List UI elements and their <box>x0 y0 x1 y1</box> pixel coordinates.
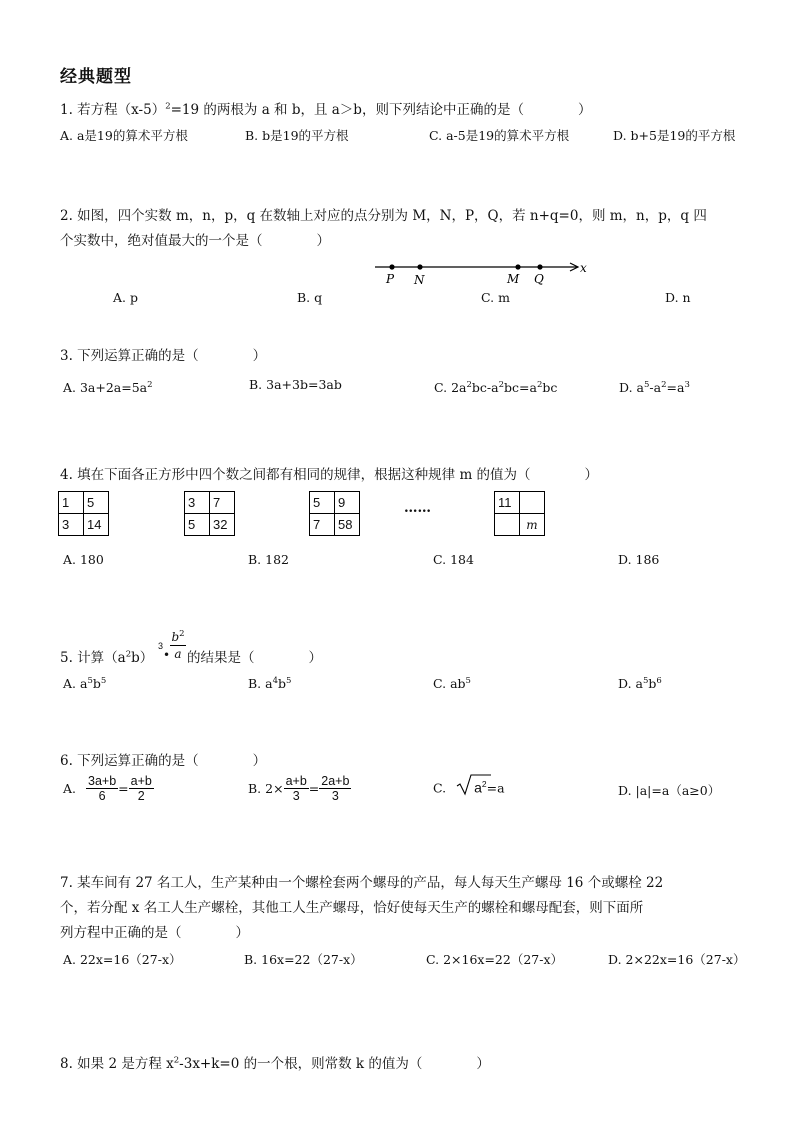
question-4-option-b: B. 182 <box>248 552 289 567</box>
question-2-stem-line-1: 2. 如图，四个实数 m，n，p，q 在数轴上对应的点分别为 M，N，P，Q，若 n+q=0，则 m，n，p，q 四 <box>60 208 707 224</box>
question-2-option-a: A. p <box>113 290 138 305</box>
question-6-option-b: B. 2× $\frac{a+b}{3}$ = $\frac{2a+b}{3}$ <box>248 774 350 803</box>
question-2-option-c: C. m <box>481 290 510 305</box>
question-3-option-d: D. $a^5-a^2=a^3$ <box>619 380 690 396</box>
question-2-option-d: D. n <box>665 290 691 305</box>
question-7-stem-line-3: 列方程中正确的是（ ） <box>60 925 249 941</box>
question-4-option-d: D. 186 <box>618 552 660 567</box>
question-6-option-c: C. $a^2=a$ <box>433 779 505 796</box>
question-5-dot: • <box>163 648 171 662</box>
square-root-symbol <box>456 773 492 797</box>
question-1-option-a: A. a是19的算术平方根 <box>60 128 188 143</box>
number-square-2 <box>184 491 235 536</box>
point-q-dot <box>537 264 542 269</box>
square-cell <box>495 514 520 536</box>
number-line-figure <box>370 256 595 290</box>
question-3-stem: 3. 下列运算正确的是（ ） <box>60 348 267 364</box>
question-5-fraction <box>170 626 186 662</box>
square-cell: 5 <box>84 492 109 514</box>
question-5-power: 3 <box>158 641 164 651</box>
question-5-fraction-denominator: a <box>174 647 182 661</box>
square-cell: 5 <box>310 492 335 514</box>
question-5-stem-end: 的结果是（ ） <box>187 650 322 666</box>
section-title: 经典题型 <box>60 67 132 87</box>
question-2-stem-line-2: 个实数中，绝对值最大的一个是（ ） <box>60 233 330 249</box>
square-cell-m: m <box>520 514 545 536</box>
question-1-stem: 1. 若方程$(x-5)^2=19$ 的两根为 a 和 b，且 a＞b，则下列结论中正确的是（ ） <box>60 101 592 118</box>
square-cell: 7 <box>310 514 335 536</box>
question-3-option-b: B. 3a+3b=3ab <box>249 377 342 392</box>
point-p-dot <box>389 264 394 269</box>
question-4-option-c: C. 184 <box>433 552 474 567</box>
square-cell <box>520 492 545 514</box>
square-cell: 9 <box>335 492 360 514</box>
question-5-fraction-numerator: $b^2$ <box>170 626 186 646</box>
point-m-dot <box>515 264 520 269</box>
question-1-option-d: D. b+5是19的平方根 <box>613 128 736 143</box>
ellipsis-dots: …… <box>404 500 431 516</box>
question-1-option-c: C. a-5是19的算术平方根 <box>429 128 570 143</box>
square-cell: 5 <box>185 514 210 536</box>
question-3-option-a: A. $3a+2a=5a^2$ <box>63 380 153 396</box>
question-5-option-d: D. $a^5b^6$ <box>618 676 662 692</box>
square-cell: 32 <box>210 514 235 536</box>
question-4-option-a: A. 180 <box>63 552 104 567</box>
question-5-option-a: A. $a^5b^5$ <box>63 676 107 692</box>
question-7-option-a: A. 22x=16（27-x） <box>63 952 182 967</box>
question-4-stem: 4. 填在下面各正方形中四个数之间都有相同的规律，根据这种规律 m 的值为（ ） <box>60 467 599 483</box>
question-7-stem-line-1: 7. 某车间有 27 名工人，生产某种由一个螺栓套两个螺母的产品，每人每天生产螺母 16 个或螺栓 22 <box>60 875 664 891</box>
number-square-4 <box>494 491 545 536</box>
question-7-option-c: C. 2×16x=22（27-x） <box>426 952 564 967</box>
question-5-option-c: C. $ab^5$ <box>433 676 471 692</box>
square-cell: 11 <box>495 492 520 514</box>
square-cell: 7 <box>210 492 235 514</box>
question-8-stem: 8. 如果 2 是方程 $x^2-3x+k=0$ 的一个根，则常数 k 的值为（ ） <box>60 1055 490 1072</box>
point-n-label: N <box>414 273 425 287</box>
square-cell: 1 <box>59 492 84 514</box>
point-q-label: Q <box>534 272 544 286</box>
question-6-stem: 6. 下列运算正确的是（ ） <box>60 753 267 769</box>
point-p-label: P <box>386 272 395 286</box>
question-6-option-d: D. |a|=a（a≥0） <box>618 783 721 798</box>
square-cell: 14 <box>84 514 109 536</box>
question-7-stem-line-2: 个，若分配 x 名工人生产螺栓，其他工人生产螺母，恰好使每天生产的螺栓和螺母配套，则下面所 <box>60 900 644 916</box>
square-cell: 3 <box>59 514 84 536</box>
axis-x-label: x <box>580 261 587 275</box>
number-square-1 <box>58 491 109 536</box>
square-cell: 58 <box>335 514 360 536</box>
question-5-option-b: B. $a^4b^5$ <box>248 676 292 692</box>
square-cell: 3 <box>185 492 210 514</box>
question-7-option-b: B. 16x=22（27-x） <box>244 952 363 967</box>
point-m-label: M <box>507 272 520 286</box>
number-square-3 <box>309 491 360 536</box>
question-5-stem-start: 5. 计算$(a^2b)$ <box>60 649 154 666</box>
question-6-option-a: A. $\frac{3a+b}{6}$ = $\frac{a+b}{2}$ <box>63 774 152 803</box>
question-3-option-c: C. $2a^2bc-a^2bc=a^2bc$ <box>434 380 558 396</box>
question-7-option-d: D. 2×22x=16（27-x） <box>608 952 746 967</box>
question-2-option-b: B. q <box>297 290 323 305</box>
point-n-dot <box>417 264 422 269</box>
question-1-option-b: B. b是19的平方根 <box>245 128 349 143</box>
